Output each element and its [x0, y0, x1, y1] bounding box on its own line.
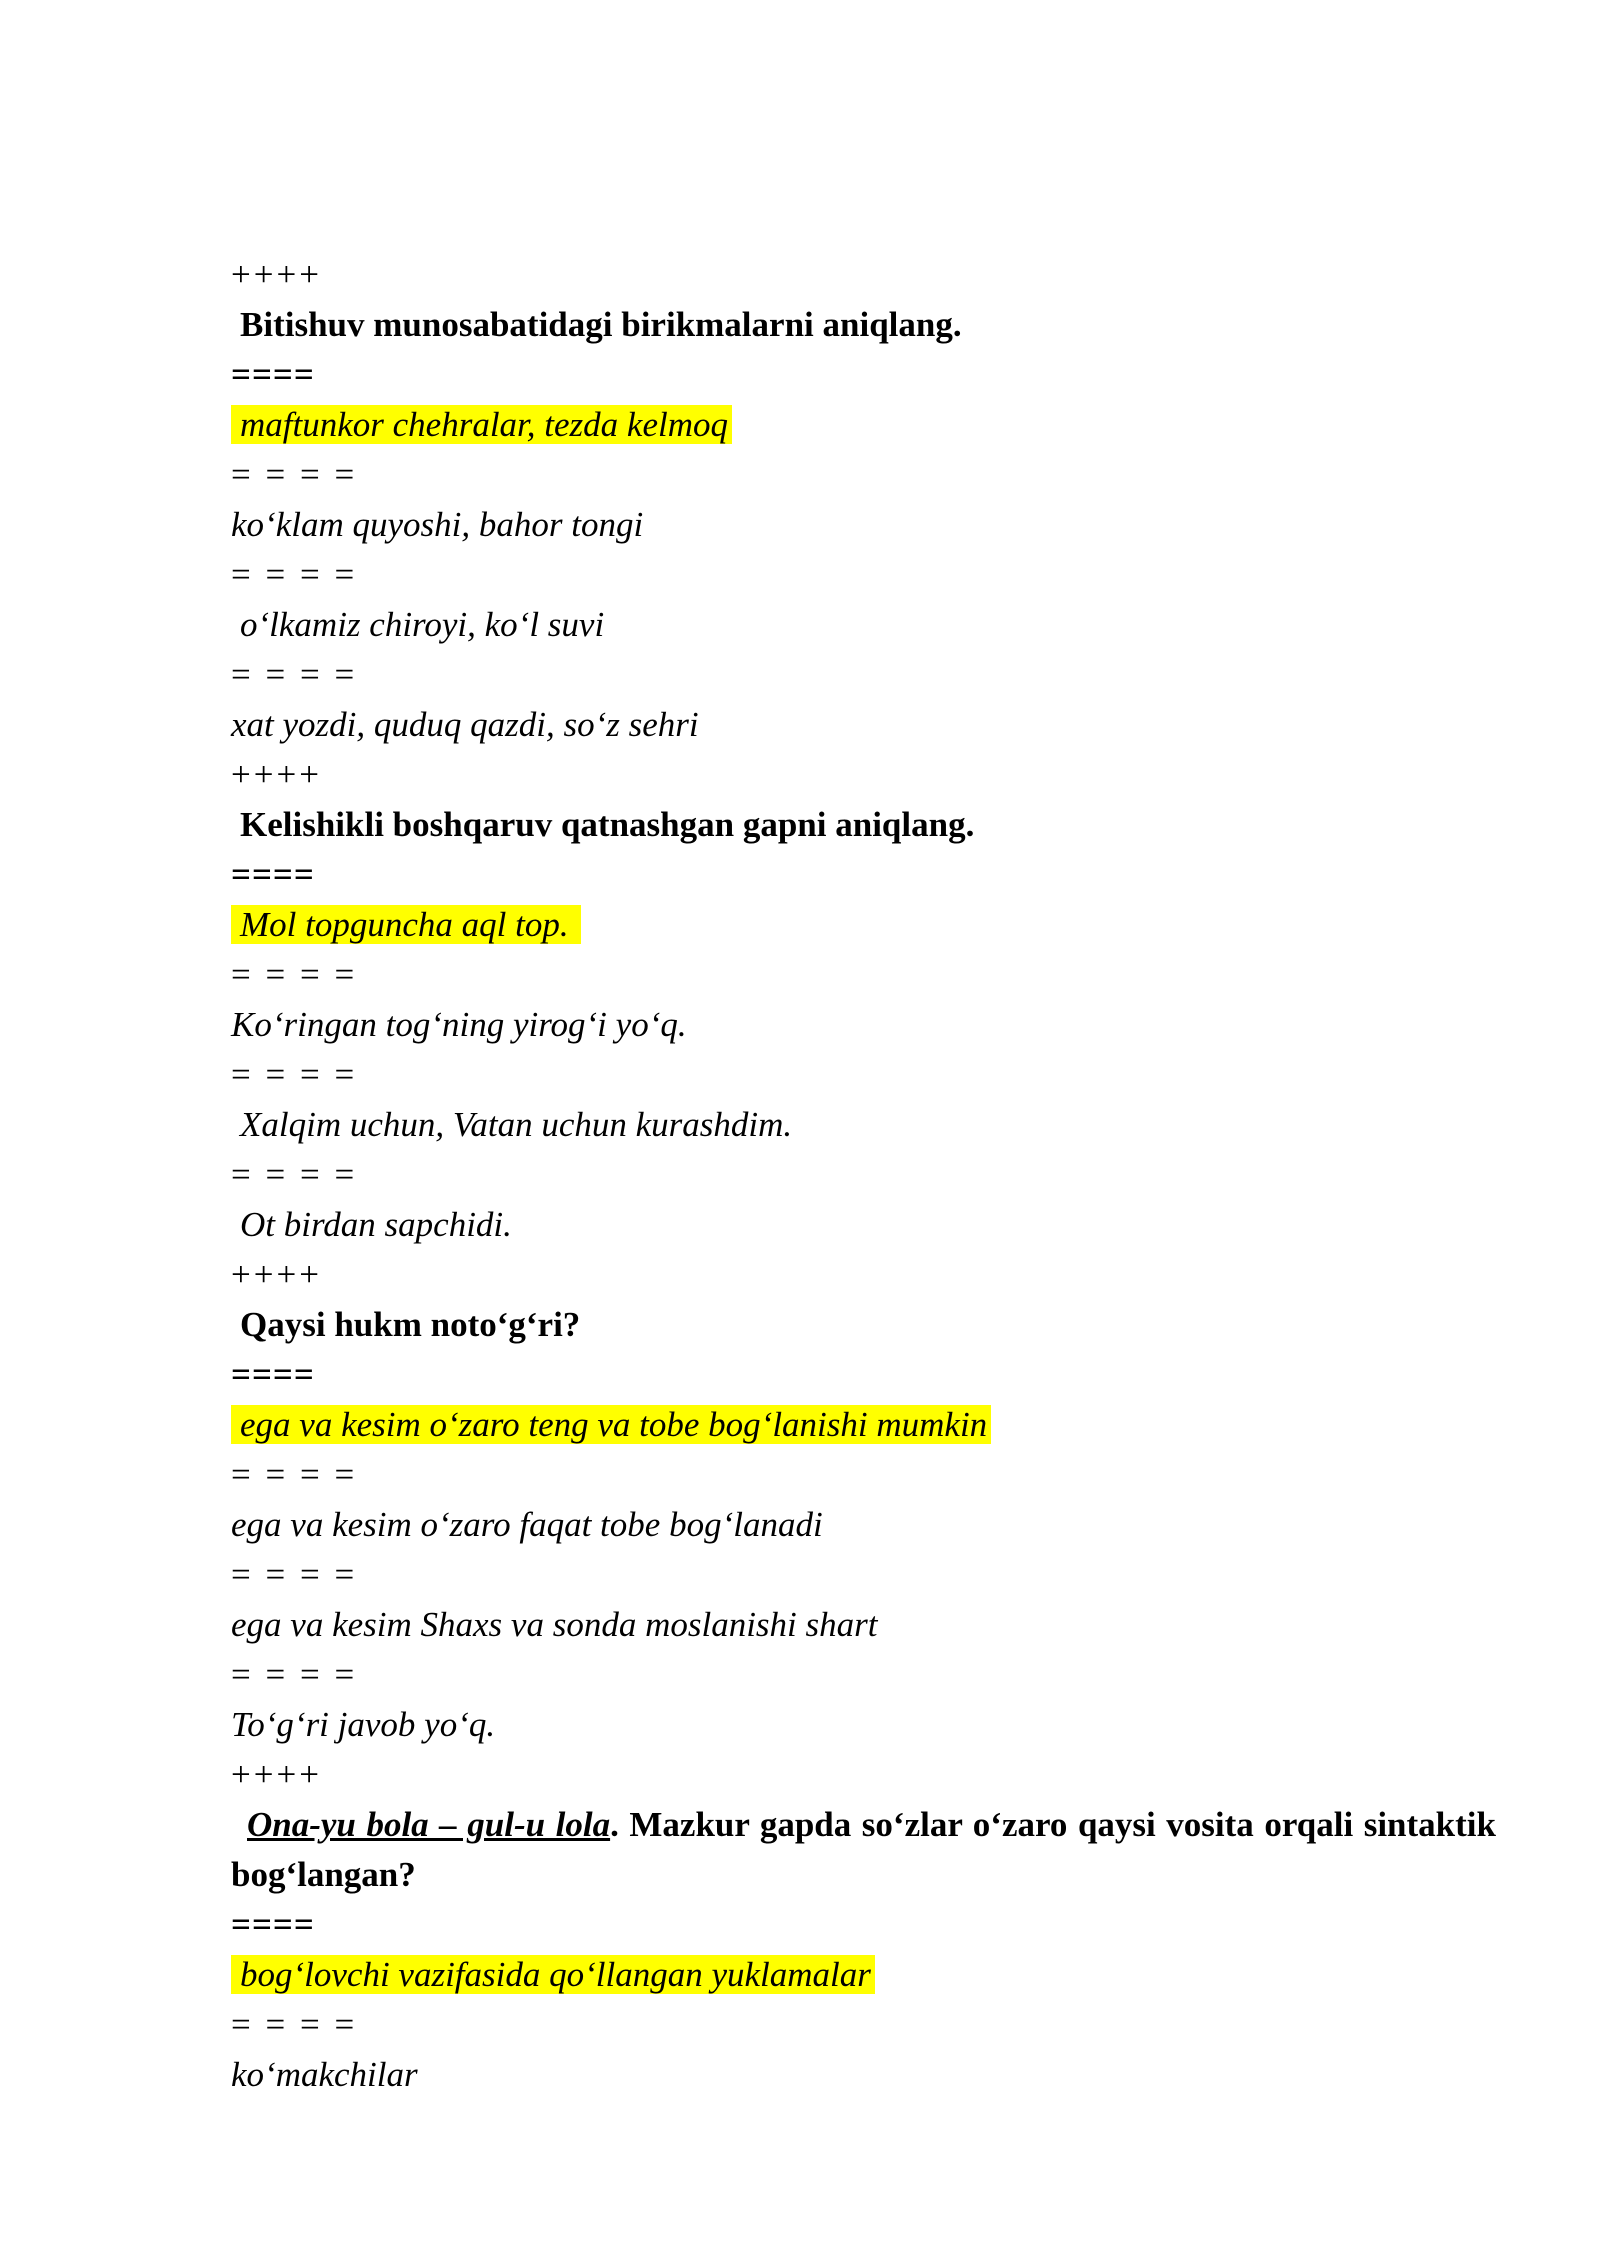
answer-option: ko‘makchilar: [231, 2055, 418, 2094]
answer-option-correct: [231, 1400, 1496, 1450]
answer-option: ega va kesim Shaxs va sonda moslanishi shart: [231, 1605, 878, 1644]
option-separator: ====: [231, 855, 315, 894]
answer-option: Ot birdan sapchidi.: [240, 1205, 512, 1244]
option-separator: = = = =: [231, 2005, 358, 2044]
option-separator: = = = =: [231, 555, 358, 594]
question-separator: ++++: [231, 1255, 322, 1294]
answer-highlight: maftunkor chehralar, tezda kelmoq: [231, 405, 732, 444]
answer-highlight: Mol topguncha aql top.: [231, 905, 581, 944]
document-page: [231, 250, 1496, 2100]
option-separator: = = = =: [231, 955, 358, 994]
answer-option: Ko‘ringan tog‘ning yirog‘i yo‘q.: [231, 1005, 687, 1044]
option-separator: ====: [231, 1355, 315, 1394]
answer-option: o‘lkamiz chiroyi, ko‘l suvi: [240, 605, 605, 644]
answer-option-correct: [231, 400, 1496, 450]
option-separator: = = = =: [231, 1655, 358, 1694]
answer-highlight: ega va kesim o‘zaro teng va tobe bog‘lanishi mumkin: [231, 1405, 991, 1444]
answer-option: ko‘klam quyoshi, bahor tongi: [231, 505, 644, 544]
question-text: Bitishuv munosabatidagi birikmalarni aniqlang.: [240, 305, 962, 344]
option-separator: = = = =: [231, 1155, 358, 1194]
option-separator: = = = =: [231, 1455, 358, 1494]
answer-option-correct: [231, 1950, 1496, 2000]
question-text: [231, 1800, 1496, 1900]
question-example-phrase: Ona-yu bola – gul-u lola: [247, 1805, 611, 1844]
question-text: Qaysi hukm noto‘g‘ri?: [240, 1305, 581, 1344]
answer-option-correct: [231, 900, 1496, 950]
answer-option: ega va kesim o‘zaro faqat tobe bog‘lanadi: [231, 1505, 823, 1544]
answer-option: Xalqim uchun, Vatan uchun kurashdim.: [240, 1105, 793, 1144]
option-separator: ====: [231, 1905, 315, 1944]
answer-highlight: bog‘lovchi vazifasida qo‘llangan yuklamalar: [231, 1955, 875, 1994]
option-separator: = = = =: [231, 655, 358, 694]
option-separator: ====: [231, 355, 315, 394]
option-separator: = = = =: [231, 1055, 358, 1094]
answer-option: xat yozdi, quduq qazdi, so‘z sehri: [231, 705, 699, 744]
question-text: Kelishikli boshqaruv qatnashgan gapni aniqlang.: [240, 805, 975, 844]
option-separator: = = = =: [231, 455, 358, 494]
question-separator: ++++: [231, 1755, 322, 1794]
answer-option: To‘g‘ri javob yo‘q.: [231, 1705, 496, 1744]
question-separator: ++++: [231, 755, 322, 794]
question-separator: ++++: [231, 255, 322, 294]
question-rest: . Mazkur gapda so‘zlar o‘zaro qaysi vosita orqali sintaktik bog‘langan?: [231, 1805, 1496, 1894]
option-separator: = = = =: [231, 1555, 358, 1594]
